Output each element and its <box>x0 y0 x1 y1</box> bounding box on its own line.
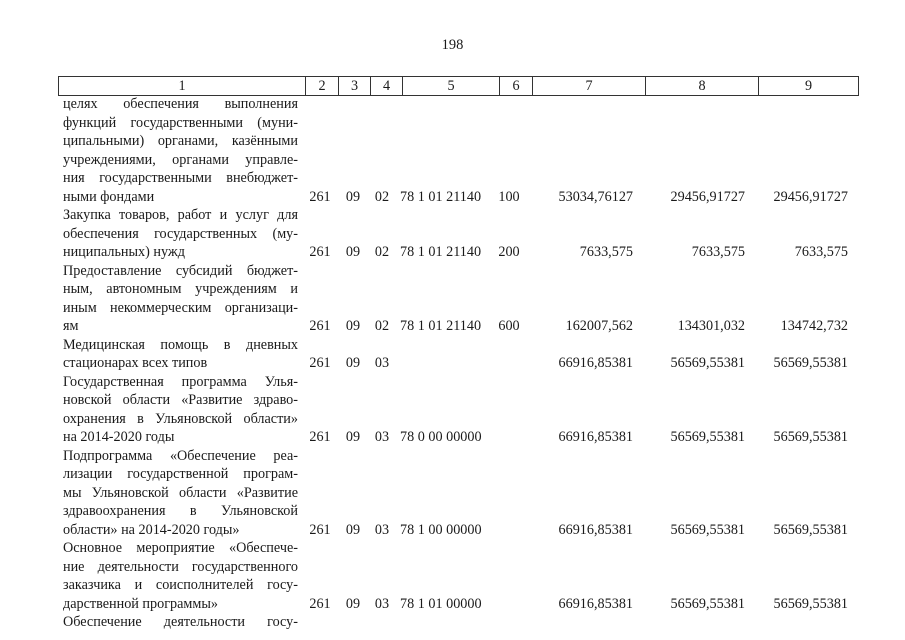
description-line: стационарах всех типов <box>63 355 208 371</box>
page-number: 198 <box>441 37 464 53</box>
description-line: области» на 2014-2020 годы» <box>63 521 240 538</box>
cell-col-6: 600 <box>498 318 520 334</box>
description-line: целях обеспечения выполнения <box>63 96 298 112</box>
row-description <box>63 262 298 336</box>
cell-col-3: 09 <box>345 188 361 205</box>
cell-col-2: 261 <box>309 318 331 334</box>
description-line: Государственная программа Улья- <box>63 373 298 390</box>
cell-col-5: 78 0 00 00000 <box>400 429 482 445</box>
header-col-7: 7 <box>532 77 645 95</box>
cell-col-9: 56569,55381 <box>773 595 848 612</box>
row-description <box>63 373 298 447</box>
header-col-5: 5 <box>402 77 499 95</box>
cell-col-9: 7633,575 <box>794 244 848 260</box>
cell-col-8: 29456,91727 <box>670 188 745 205</box>
cell-col-4: 03 <box>374 521 390 538</box>
description-line: учреждениями, органами управле- <box>63 151 298 168</box>
cell-col-9: 56569,55381 <box>773 355 848 371</box>
cell-col-5: 78 1 00 00000 <box>400 521 482 538</box>
header-col-6: 6 <box>499 77 532 95</box>
header-col-9: 9 <box>758 77 858 95</box>
cell-col-6: 100 <box>498 188 520 205</box>
cell-col-5: 78 1 01 21140 <box>400 244 482 260</box>
row-description <box>63 447 298 540</box>
cell-col-7: 66916,85381 <box>558 521 633 538</box>
table-row <box>0 373 905 447</box>
cell-col-7: 66916,85381 <box>558 355 633 371</box>
cell-col-7: 53034,76127 <box>558 188 633 205</box>
description-line: Основное мероприятие «Обеспече- <box>63 540 298 556</box>
description-line: здравоохранения в Ульяновской <box>63 503 298 519</box>
cell-col-9: 56569,55381 <box>773 429 848 445</box>
row-description <box>63 206 298 262</box>
table-row <box>0 95 905 206</box>
cell-col-5: 78 1 01 00000 <box>400 595 482 612</box>
description-line: ным, автономным учреждениям и <box>63 281 298 297</box>
description-line: функций государственными (муни- <box>63 114 298 131</box>
cell-col-7: 7633,575 <box>579 244 633 260</box>
cell-col-9: 29456,91727 <box>773 188 848 205</box>
cell-col-8: 56569,55381 <box>670 429 745 445</box>
row-description <box>63 539 298 613</box>
table-row <box>0 262 905 336</box>
header-col-8: 8 <box>645 77 758 95</box>
cell-col-4: 02 <box>374 188 390 205</box>
cell-col-3: 09 <box>345 318 361 334</box>
cell-col-8: 56569,55381 <box>670 355 745 371</box>
cell-col-2: 261 <box>309 429 331 445</box>
cell-col-3: 09 <box>345 521 361 538</box>
description-line: ниципальных) нужд <box>63 244 185 260</box>
cell-col-7: 66916,85381 <box>558 595 633 612</box>
table-row <box>0 336 905 373</box>
budget-table-body <box>0 95 905 632</box>
cell-col-6: 200 <box>498 244 520 260</box>
description-line: охранения в Ульяновской области» <box>63 410 298 427</box>
cell-col-3: 09 <box>345 244 361 260</box>
description-line: мы Ульяновской области «Развитие <box>63 484 298 501</box>
cell-col-2: 261 <box>309 355 331 371</box>
header-col-1: 1 <box>178 78 186 94</box>
description-line: обеспечения государственных (му- <box>63 225 298 242</box>
header-col-3: 3 <box>338 77 370 95</box>
cell-col-2: 261 <box>309 521 331 538</box>
description-line: ние деятельности государственного <box>63 558 298 575</box>
description-line: ципальными) органами, казёнными <box>63 133 298 149</box>
row-description <box>63 95 298 206</box>
cell-col-7: 66916,85381 <box>558 429 633 445</box>
description-line: новской области «Развитие здраво- <box>63 392 298 408</box>
cell-col-8: 134301,032 <box>677 318 745 334</box>
cell-col-7: 162007,562 <box>565 318 633 334</box>
cell-col-3: 09 <box>345 429 361 445</box>
cell-col-5: 78 1 01 21140 <box>400 318 482 334</box>
row-description <box>63 613 298 632</box>
table-row <box>0 539 905 613</box>
description-line: Обеспечение деятельности госу- <box>63 614 298 630</box>
cell-col-9: 134742,732 <box>780 318 848 334</box>
description-line: Подпрограмма «Обеспечение реа- <box>63 447 298 464</box>
cell-col-4: 03 <box>374 355 390 371</box>
cell-col-8: 56569,55381 <box>670 595 745 612</box>
cell-col-4: 02 <box>374 244 390 260</box>
description-line: лизации государственной програм- <box>63 466 298 482</box>
cell-col-3: 09 <box>345 355 361 371</box>
header-col-2: 2 <box>305 77 338 95</box>
description-line: ям <box>63 318 79 334</box>
description-line: Медицинская помощь в дневных <box>63 336 298 353</box>
cell-col-4: 03 <box>374 595 390 612</box>
description-line: на 2014-2020 годы <box>63 429 175 445</box>
cell-col-9: 56569,55381 <box>773 521 848 538</box>
cell-col-5: 78 1 01 21140 <box>400 188 482 205</box>
description-line: заказчика и соисполнителей госу- <box>63 577 298 593</box>
cell-col-3: 09 <box>345 595 361 612</box>
cell-col-2: 261 <box>309 244 331 260</box>
table-row <box>0 206 905 262</box>
row-description <box>63 336 298 373</box>
cell-col-8: 7633,575 <box>691 244 745 260</box>
cell-col-2: 261 <box>309 188 331 205</box>
cell-col-2: 261 <box>309 595 331 612</box>
table-row <box>0 613 905 632</box>
table-row <box>0 447 905 540</box>
table-header <box>58 76 859 96</box>
description-line: иным некоммерческим организаци- <box>63 299 298 316</box>
description-line: ными фондами <box>63 188 155 205</box>
description-line: Предоставление субсидий бюджет- <box>63 262 298 279</box>
header-col-4: 4 <box>370 77 402 95</box>
cell-col-8: 56569,55381 <box>670 521 745 538</box>
description-line: дарственной программы» <box>63 595 219 612</box>
description-line: Закупка товаров, работ и услуг для <box>63 207 298 223</box>
description-line: ния государственными внебюджет- <box>63 170 298 186</box>
cell-col-4: 03 <box>374 429 390 445</box>
cell-col-4: 02 <box>374 318 390 334</box>
